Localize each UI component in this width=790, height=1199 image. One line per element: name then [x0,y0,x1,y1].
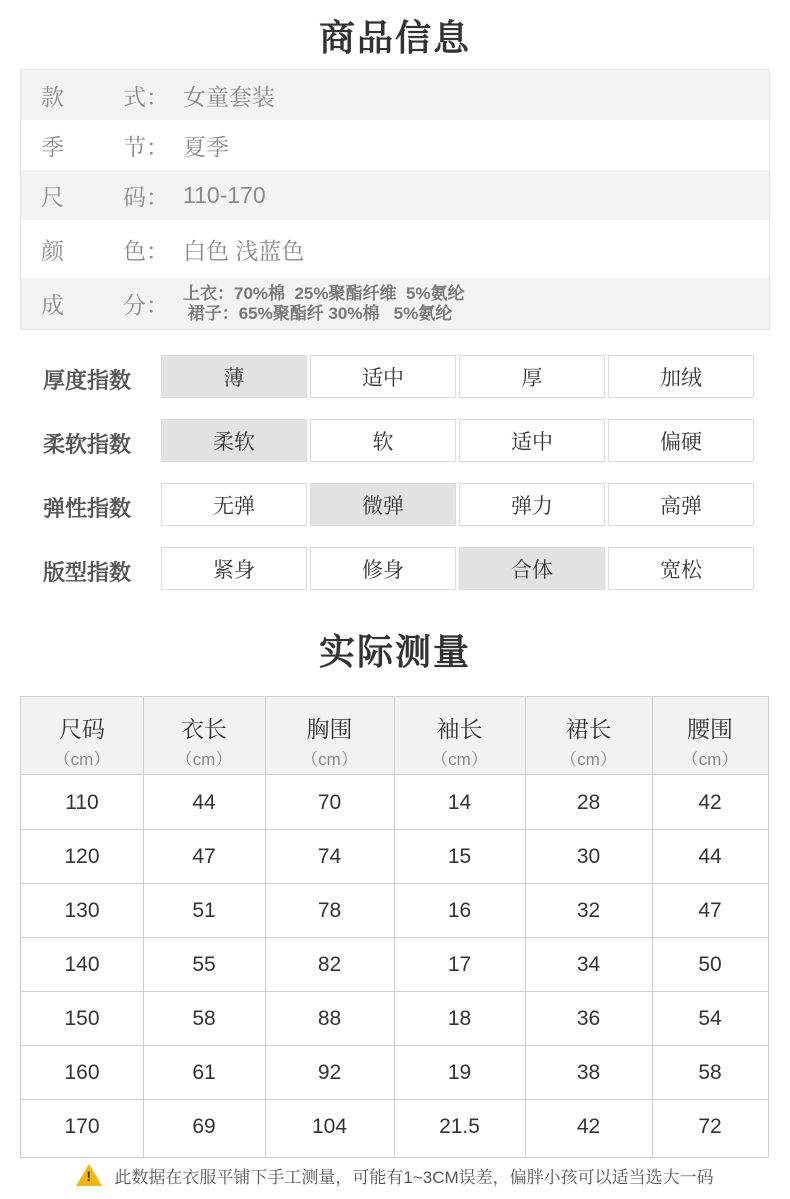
table-cell: 58 [698,1061,722,1084]
info-key: 分： [123,292,169,318]
table-cell: 42 [576,1115,601,1138]
column-header-name: 尺码 [59,716,105,742]
table-cell: 74 [317,845,342,868]
index-option: 适中 [310,355,456,398]
column-header-unit: （cm） [681,750,739,769]
table-cell: 42 [698,791,722,814]
info-row-material [21,278,769,329]
table-cell: 61 [192,1061,216,1084]
index-option: 厚 [459,355,605,398]
table-cell: 50 [698,953,722,976]
table-cell: 18 [447,1007,472,1030]
index-label: 柔软指数 [42,432,131,457]
table-cell: 19 [447,1061,472,1084]
info-row-color [21,220,769,278]
table-cell: 88 [317,1007,342,1030]
table-cell: 36 [576,1007,601,1030]
table-cell: 47 [192,845,216,868]
info-value: 白色 浅蓝色 [183,237,305,264]
table-cell: 92 [317,1061,342,1084]
table-cell: 170 [64,1115,100,1138]
info-value-material [183,284,465,324]
column-header [525,697,652,775]
column-header [652,697,768,775]
info-key: 季 [41,133,64,160]
info-key: 节： [123,133,169,160]
table-cell: 34 [576,953,601,976]
column-header-unit: （cm） [301,750,358,769]
table-cell: 15 [447,845,472,868]
index-option: 高弹 [608,483,754,526]
column-header-name: 胸围 [306,716,353,742]
table-cell: 38 [576,1061,601,1084]
index-label: 厚度指数 [42,368,131,393]
index-option: 合体 [459,547,605,590]
table-cell: 44 [192,791,216,814]
index-label: 版型指数 [42,560,131,585]
warning-icon: ! [76,1164,102,1186]
index-option: 紧身 [161,547,307,590]
index-option: 软 [310,419,456,462]
table-cell: 82 [317,953,342,976]
info-value: 夏季 [183,133,229,160]
material-skirt: 裙子：65%聚酯纤 30%棉 5%氨纶 [183,303,453,323]
index-option: 修身 [310,547,456,590]
index-option: 偏硬 [608,419,754,462]
table-cell: 78 [317,899,342,922]
column-header-unit: （cm） [560,750,617,769]
column-header-name: 腰围 [687,716,733,742]
measurement-table [20,696,769,1158]
table-cell: 16 [447,899,472,922]
info-key: 码： [123,183,169,210]
index-option: 微弹 [310,483,456,526]
table-cell: 28 [576,791,601,814]
column-header-name: 袖长 [436,716,483,742]
column-header [394,697,525,775]
table-cell: 72 [698,1115,722,1138]
table-cell: 21.5 [439,1115,480,1138]
table-cell: 17 [447,953,472,976]
material-top: 上衣：70%棉 25%聚酯纤维 5%氨纶 [183,283,465,303]
info-row-size [21,170,769,220]
table-cell: 69 [192,1115,216,1138]
product-info-title: 商品信息 [318,17,471,58]
table-cell: 110 [65,791,99,814]
table-cell: 44 [698,845,722,868]
index-option: 柔软 [161,419,307,462]
measurement-note [0,1161,790,1189]
column-header-unit: （cm） [431,750,488,769]
index-option: 薄 [161,355,307,398]
table-cell: 32 [576,899,601,922]
info-value: 女童套装 [183,83,275,110]
table-cell: 130 [64,899,100,922]
column-header-name: 裙长 [565,716,612,742]
column-header-unit: （cm） [53,750,111,769]
index-option: 适中 [459,419,605,462]
column-header [21,697,143,775]
measurement-title: 实际测量 [318,631,471,672]
table-cell: 150 [64,1007,100,1030]
column-header-name: 衣长 [181,716,227,742]
table-cell: 104 [311,1115,348,1138]
info-key: 色： [123,237,169,264]
table-cell: 58 [192,1007,216,1030]
info-row-season [21,120,769,170]
table-cell: 120 [64,845,100,868]
index-option: 无弹 [161,483,307,526]
info-key: 尺 [41,183,64,210]
table-cell: 30 [576,845,601,868]
column-header [265,697,394,775]
info-value: 110-170 [183,181,266,208]
info-row-style [21,70,769,120]
product-info-table [20,69,770,330]
note-text: 此数据在衣服平铺下手工测量，可能有1~3CM误差，偏胖小孩可以适当选大一码 [114,1167,714,1187]
column-header-unit: （cm） [175,750,233,769]
index-option: 弹力 [459,483,605,526]
table-cell: 54 [698,1007,722,1030]
info-key: 款 [41,83,64,110]
table-cell: 55 [192,953,216,976]
column-header [143,697,265,775]
table-cell: 14 [447,791,472,814]
index-label: 弹性指数 [42,496,131,521]
table-cell: 140 [64,953,100,976]
info-key: 颜 [41,237,64,264]
info-key: 式： [123,83,169,110]
info-key: 成 [41,292,64,318]
table-cell: 51 [192,899,216,922]
index-option: 加绒 [608,355,754,398]
index-option: 宽松 [608,547,754,590]
table-cell: 160 [64,1061,100,1084]
table-cell: 47 [698,899,722,922]
table-cell: 70 [317,791,342,814]
